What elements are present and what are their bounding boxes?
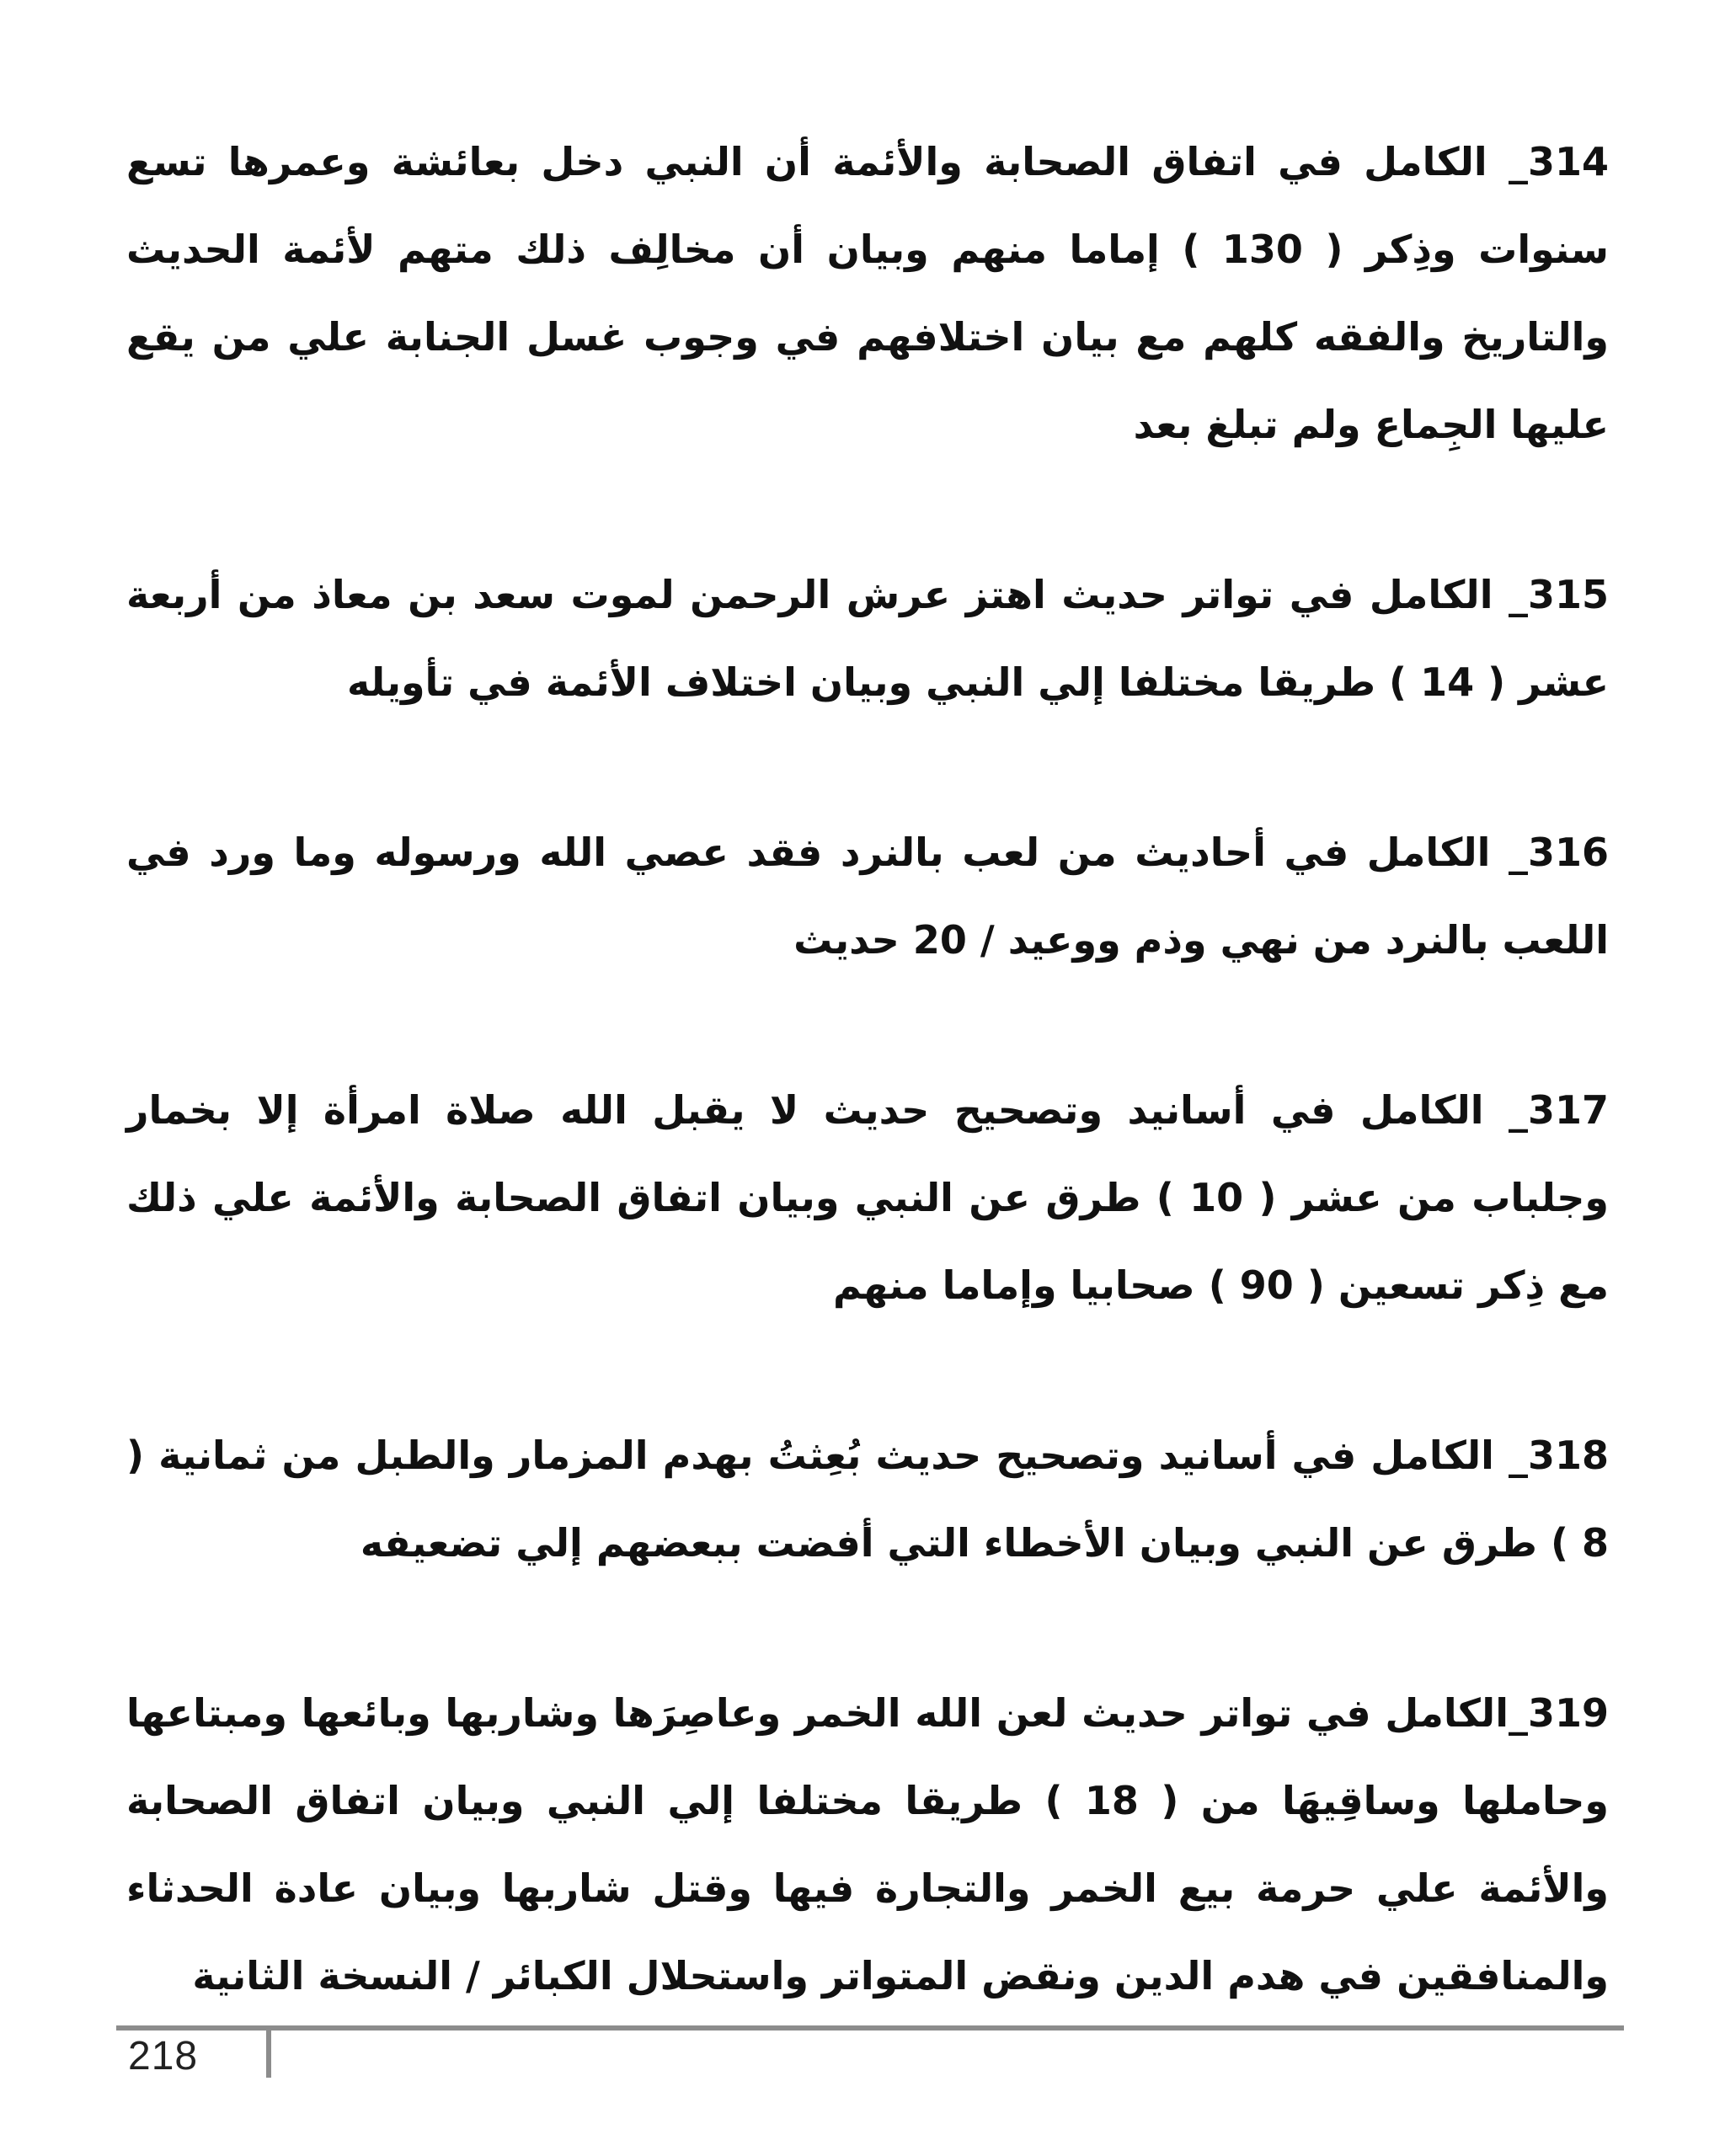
entry-text: _ الكامل في أسانيد وتصحيح حديث بُعِثتُ بهدم المزمار والطبل من ثمانية ( 8 ) طرق عن النبي وبيان الأخطاء التي أفضت ببعضهم إلي تضعيفه: [126, 1433, 1609, 1566]
entry-number: 318: [1527, 1433, 1609, 1478]
entry-number: 316: [1527, 830, 1609, 875]
footer-divider-tick: [266, 2031, 271, 2078]
entry-text: _الكامل في تواتر حديث لعن الله الخمر وعاصِرَها وشاربها وبائعها ومبتاعها وحاملها وساقِيهَا من ( 18 ) طريقا مختلفا إلي النبي وبيان اتفاق الصحابة والأئمة علي حرمة بيع الخمر والتجارة فيها وقتل شاربها وبيان عادة الحدثاء والمنافقين في هدم الدين ونقض المتواتر واستحلال الكبائر / النسخة الثانية: [126, 1690, 1610, 1999]
entry-316: [126, 808, 1609, 984]
entry-text: _ الكامل في اتفاق الصحابة والأئمة أن النبي دخل بعائشة وعمرها تسع سنوات وذِكر ( 130 ) إماما منهم وبيان أن مخالِف ذلك متهم لأئمة الحديث والتاريخ والفقه كلهم مع بيان اختلافهم في وجوب غسل الجنابة علي من يقع عليها الجِماع ولم تبلغ بعد: [126, 139, 1609, 447]
entry-315: [126, 551, 1609, 726]
entry-number: 319: [1527, 1690, 1609, 1736]
entry-number: 314: [1527, 139, 1609, 184]
footer-rule: [116, 2025, 1624, 2031]
entry-319: [126, 1669, 1609, 2020]
entry-text: _ الكامل في تواتر حديث اهتز عرش الرحمن لموت سعد بن معاذ من أربعة عشر ( 14 ) طريقا مختلفا إلي النبي وبيان اختلاف الأئمة في تأويله: [126, 572, 1609, 705]
entry-number: 315: [1527, 572, 1609, 617]
entry-317: [126, 1066, 1609, 1329]
entry-text: _ الكامل في أسانيد وتصحيح حديث لا يقبل الله صلاة امرأة إلا بخمار وجلباب من عشر ( 10 ) طرق عن النبي وبيان اتفاق الصحابة والأئمة علي ذلك مع ذِكر تسعين ( 90 ) صحابيا وإماما منهم: [126, 1087, 1609, 1308]
entry-number: 317: [1527, 1087, 1609, 1133]
page-body: [126, 118, 1609, 2102]
page-number: 218: [128, 2034, 199, 2079]
entry-text: _ الكامل في أحاديث من لعب بالنرد فقد عصي الله ورسوله وما ورد في اللعب بالنرد من نهي وذم ووعيد / 20 حديث: [126, 830, 1609, 963]
entry-314: [126, 118, 1609, 468]
entry-318: [126, 1412, 1609, 1587]
